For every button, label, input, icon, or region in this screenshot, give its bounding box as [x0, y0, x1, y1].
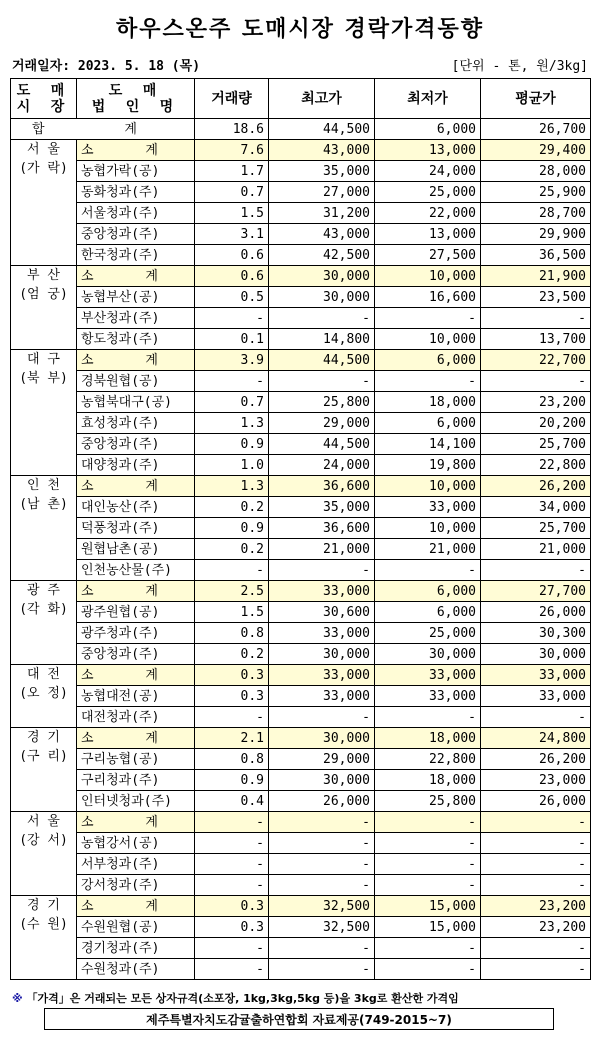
subtotal-label: 소 계	[77, 350, 195, 371]
subtotal-row	[11, 581, 591, 602]
avg-price-cell: 23,000	[481, 770, 591, 791]
company-name: 인터넷청과(주)	[77, 791, 195, 812]
company-name: 농협강서(공)	[77, 833, 195, 854]
company-name: 중앙청과(주)	[77, 434, 195, 455]
header-volume: 거래량	[195, 79, 269, 119]
subtotal-row	[11, 140, 591, 161]
subtotal-volume: 0.3	[195, 896, 269, 917]
volume-cell: -	[195, 833, 269, 854]
min-price-cell: 15,000	[375, 917, 481, 938]
avg-price-cell: -	[481, 959, 591, 980]
volume-cell: -	[195, 308, 269, 329]
min-price-cell: -	[375, 959, 481, 980]
subtotal-min: 33,000	[375, 665, 481, 686]
market-name: 서 울 (가 락)	[11, 140, 77, 266]
total-row	[11, 119, 591, 140]
min-price-cell: 33,000	[375, 686, 481, 707]
avg-price-cell: 26,000	[481, 791, 591, 812]
volume-cell: 0.2	[195, 497, 269, 518]
max-price-cell: 30,000	[269, 644, 375, 665]
volume-cell: -	[195, 371, 269, 392]
volume-cell: 0.7	[195, 182, 269, 203]
company-row	[11, 707, 591, 728]
subtotal-volume: 7.6	[195, 140, 269, 161]
footnote-text: 「가격」은 거래되는 모든 상자규격(소포장, 1kg,3kg,5kg 등)을 3kg로 환산한 가격임	[26, 992, 459, 1005]
market-name: 광 주 (각 화)	[11, 581, 77, 665]
max-price-cell: -	[269, 833, 375, 854]
market-name: 경 기 (구 리)	[11, 728, 77, 812]
header-min: 최저가	[375, 79, 481, 119]
company-name: 강서청과(주)	[77, 875, 195, 896]
subtotal-volume: 2.5	[195, 581, 269, 602]
subtotal-min: 15,000	[375, 896, 481, 917]
company-name: 구리청과(주)	[77, 770, 195, 791]
subtotal-label: 소 계	[77, 728, 195, 749]
avg-price-cell: -	[481, 308, 591, 329]
min-price-cell: 25,000	[375, 623, 481, 644]
company-name: 농협북대구(공)	[77, 392, 195, 413]
max-price-cell: 26,000	[269, 791, 375, 812]
company-name: 수원청과(주)	[77, 959, 195, 980]
volume-cell: -	[195, 707, 269, 728]
market-name: 대 전 (오 정)	[11, 665, 77, 728]
header-row	[11, 79, 591, 119]
subtotal-max: 30,000	[269, 266, 375, 287]
total-label: 합 계	[11, 119, 195, 140]
max-price-cell: 32,500	[269, 917, 375, 938]
company-name: 원협남촌(공)	[77, 539, 195, 560]
min-price-cell: -	[375, 371, 481, 392]
max-price-cell: 31,200	[269, 203, 375, 224]
min-price-cell: -	[375, 938, 481, 959]
volume-cell: 0.8	[195, 749, 269, 770]
header-max: 최고가	[269, 79, 375, 119]
company-name: 항도청과(주)	[77, 329, 195, 350]
min-price-cell: 22,800	[375, 749, 481, 770]
footnote	[12, 990, 459, 1006]
company-row	[11, 560, 591, 581]
avg-price-cell: 23,500	[481, 287, 591, 308]
volume-cell: -	[195, 854, 269, 875]
company-row	[11, 644, 591, 665]
subtotal-avg: 27,700	[481, 581, 591, 602]
company-name: 경기청과(주)	[77, 938, 195, 959]
company-name: 농협대전(공)	[77, 686, 195, 707]
company-name: 인천농산물(주)	[77, 560, 195, 581]
company-row	[11, 518, 591, 539]
company-name: 대인농산(주)	[77, 497, 195, 518]
subtotal-min: 13,000	[375, 140, 481, 161]
volume-cell: 0.6	[195, 245, 269, 266]
max-price-cell: 30,000	[269, 770, 375, 791]
avg-price-cell: 36,500	[481, 245, 591, 266]
subtotal-row	[11, 476, 591, 497]
subtotal-avg: 23,200	[481, 896, 591, 917]
market-name: 경 기 (수 원)	[11, 896, 77, 980]
volume-cell: 3.1	[195, 224, 269, 245]
max-price-cell: -	[269, 854, 375, 875]
subtotal-avg: 21,900	[481, 266, 591, 287]
subtotal-max: 30,000	[269, 728, 375, 749]
subtotal-label: 소 계	[77, 140, 195, 161]
volume-cell: 1.5	[195, 602, 269, 623]
volume-cell: -	[195, 938, 269, 959]
market-name: 대 구 (북 부)	[11, 350, 77, 476]
avg-price-cell: 26,000	[481, 602, 591, 623]
company-name: 광주청과(주)	[77, 623, 195, 644]
volume-cell: 0.1	[195, 329, 269, 350]
unit-label: [단위 - 톤, 원/3kg]	[451, 59, 588, 74]
header-market: 도 매 시 장	[11, 79, 77, 119]
max-price-cell: 24,000	[269, 455, 375, 476]
company-name: 한국청과(주)	[77, 245, 195, 266]
subtotal-avg: -	[481, 812, 591, 833]
subtotal-max: -	[269, 812, 375, 833]
avg-price-cell: -	[481, 560, 591, 581]
min-price-cell: 16,600	[375, 287, 481, 308]
max-price-cell: -	[269, 938, 375, 959]
company-row	[11, 770, 591, 791]
company-row	[11, 623, 591, 644]
subtotal-avg: 29,400	[481, 140, 591, 161]
company-row	[11, 161, 591, 182]
company-name: 부산청과(주)	[77, 308, 195, 329]
avg-price-cell: 29,900	[481, 224, 591, 245]
min-price-cell: 25,800	[375, 791, 481, 812]
volume-cell: 0.3	[195, 917, 269, 938]
subtotal-row	[11, 665, 591, 686]
volume-cell: 1.7	[195, 161, 269, 182]
max-price-cell: 35,000	[269, 497, 375, 518]
subtotal-min: -	[375, 812, 481, 833]
volume-cell: 0.7	[195, 392, 269, 413]
company-name: 동화청과(주)	[77, 182, 195, 203]
avg-price-cell: 20,200	[481, 413, 591, 434]
min-price-cell: 18,000	[375, 770, 481, 791]
volume-cell: 0.9	[195, 518, 269, 539]
subtotal-max: 36,600	[269, 476, 375, 497]
avg-price-cell: -	[481, 833, 591, 854]
subtotal-max: 33,000	[269, 665, 375, 686]
market-name: 부 산 (엄 궁)	[11, 266, 77, 350]
min-price-cell: 10,000	[375, 518, 481, 539]
company-row	[11, 392, 591, 413]
min-price-cell: 6,000	[375, 413, 481, 434]
max-price-cell: 33,000	[269, 686, 375, 707]
volume-cell: 1.0	[195, 455, 269, 476]
subtotal-row	[11, 266, 591, 287]
company-name: 서울청과(주)	[77, 203, 195, 224]
min-price-cell: 30,000	[375, 644, 481, 665]
company-row	[11, 224, 591, 245]
subtotal-min: 10,000	[375, 266, 481, 287]
company-row	[11, 434, 591, 455]
company-row	[11, 455, 591, 476]
min-price-cell: 18,000	[375, 392, 481, 413]
subtotal-avg: 24,800	[481, 728, 591, 749]
trade-date: 거래일자: 2023. 5. 18 (목)	[12, 59, 201, 74]
min-price-cell: -	[375, 854, 481, 875]
company-row	[11, 329, 591, 350]
company-row	[11, 371, 591, 392]
avg-price-cell: 25,700	[481, 434, 591, 455]
max-price-cell: -	[269, 308, 375, 329]
max-price-cell: 42,500	[269, 245, 375, 266]
min-price-cell: 21,000	[375, 539, 481, 560]
subtotal-label: 소 계	[77, 581, 195, 602]
volume-cell: 1.5	[195, 203, 269, 224]
subtotal-min: 18,000	[375, 728, 481, 749]
max-price-cell: -	[269, 875, 375, 896]
max-price-cell: 43,000	[269, 224, 375, 245]
subtotal-label: 소 계	[77, 896, 195, 917]
min-price-cell: 22,000	[375, 203, 481, 224]
company-row	[11, 749, 591, 770]
max-price-cell: 30,000	[269, 287, 375, 308]
subtotal-row	[11, 728, 591, 749]
max-price-cell: -	[269, 707, 375, 728]
company-row	[11, 602, 591, 623]
price-table	[10, 78, 591, 980]
subtotal-volume: 0.3	[195, 665, 269, 686]
market-name: 서 울 (강 서)	[11, 812, 77, 896]
subtotal-max: 33,000	[269, 581, 375, 602]
company-row	[11, 833, 591, 854]
avg-price-cell: 30,300	[481, 623, 591, 644]
total-volume: 18.6	[195, 119, 269, 140]
market-name: 인 천 (남 촌)	[11, 476, 77, 581]
min-price-cell: -	[375, 560, 481, 581]
subtotal-max: 44,500	[269, 350, 375, 371]
avg-price-cell: 25,700	[481, 518, 591, 539]
min-price-cell: 24,000	[375, 161, 481, 182]
max-price-cell: -	[269, 560, 375, 581]
avg-price-cell: -	[481, 938, 591, 959]
max-price-cell: 33,000	[269, 623, 375, 644]
subtotal-label: 소 계	[77, 476, 195, 497]
company-name: 효성청과(주)	[77, 413, 195, 434]
min-price-cell: -	[375, 707, 481, 728]
max-price-cell: 25,800	[269, 392, 375, 413]
company-row	[11, 875, 591, 896]
company-row	[11, 182, 591, 203]
avg-price-cell: 13,700	[481, 329, 591, 350]
company-row	[11, 959, 591, 980]
avg-price-cell: 33,000	[481, 686, 591, 707]
subtotal-label: 소 계	[77, 665, 195, 686]
min-price-cell: 33,000	[375, 497, 481, 518]
company-name: 농협부산(공)	[77, 287, 195, 308]
volume-cell: 1.3	[195, 413, 269, 434]
subtotal-volume: 2.1	[195, 728, 269, 749]
company-name: 중앙청과(주)	[77, 224, 195, 245]
max-price-cell: 21,000	[269, 539, 375, 560]
subtotal-max: 43,000	[269, 140, 375, 161]
total-avg: 26,700	[481, 119, 591, 140]
page-title: 하우스온주 도매시장 경락가격동향	[115, 17, 485, 42]
subtotal-row	[11, 812, 591, 833]
avg-price-cell: 28,700	[481, 203, 591, 224]
volume-cell: 0.2	[195, 539, 269, 560]
avg-price-cell: 30,000	[481, 644, 591, 665]
max-price-cell: 36,600	[269, 518, 375, 539]
company-row	[11, 917, 591, 938]
min-price-cell: -	[375, 875, 481, 896]
min-price-cell: 25,000	[375, 182, 481, 203]
avg-price-cell: 21,000	[481, 539, 591, 560]
subtotal-avg: 26,200	[481, 476, 591, 497]
min-price-cell: -	[375, 308, 481, 329]
subtotal-label: 소 계	[77, 812, 195, 833]
subtotal-volume: 3.9	[195, 350, 269, 371]
subtotal-min: 6,000	[375, 350, 481, 371]
min-price-cell: 14,100	[375, 434, 481, 455]
company-row	[11, 938, 591, 959]
subtotal-volume: 1.3	[195, 476, 269, 497]
subtotal-volume: -	[195, 812, 269, 833]
header-avg: 평균가	[481, 79, 591, 119]
volume-cell: 0.5	[195, 287, 269, 308]
max-price-cell: 14,800	[269, 329, 375, 350]
min-price-cell: -	[375, 833, 481, 854]
avg-price-cell: 22,800	[481, 455, 591, 476]
max-price-cell: 44,500	[269, 434, 375, 455]
min-price-cell: 13,000	[375, 224, 481, 245]
max-price-cell: 29,000	[269, 749, 375, 770]
subtotal-min: 6,000	[375, 581, 481, 602]
max-price-cell: 30,600	[269, 602, 375, 623]
avg-price-cell: -	[481, 875, 591, 896]
company-row	[11, 245, 591, 266]
volume-cell: -	[195, 875, 269, 896]
company-name: 서부청과(주)	[77, 854, 195, 875]
subtotal-max: 32,500	[269, 896, 375, 917]
min-price-cell: 19,800	[375, 455, 481, 476]
company-row	[11, 539, 591, 560]
company-row	[11, 287, 591, 308]
header-company: 도 매 법 인 명	[77, 79, 195, 119]
company-row	[11, 791, 591, 812]
subtotal-avg: 33,000	[481, 665, 591, 686]
volume-cell: -	[195, 959, 269, 980]
total-max: 44,500	[269, 119, 375, 140]
company-row	[11, 854, 591, 875]
avg-price-cell: -	[481, 854, 591, 875]
source-box: 제주특별자치도감귤출하연합회 자료제공(749-2015~7)	[44, 1008, 554, 1030]
max-price-cell: 35,000	[269, 161, 375, 182]
avg-price-cell: 25,900	[481, 182, 591, 203]
company-name: 대양청과(주)	[77, 455, 195, 476]
volume-cell: 0.9	[195, 434, 269, 455]
subtotal-row	[11, 896, 591, 917]
company-name: 농협가락(공)	[77, 161, 195, 182]
company-name: 수원원협(공)	[77, 917, 195, 938]
volume-cell: 0.2	[195, 644, 269, 665]
avg-price-cell: 23,200	[481, 917, 591, 938]
avg-price-cell: -	[481, 371, 591, 392]
company-row	[11, 413, 591, 434]
volume-cell: 0.4	[195, 791, 269, 812]
avg-price-cell: 26,200	[481, 749, 591, 770]
min-price-cell: 27,500	[375, 245, 481, 266]
company-name: 구리농협(공)	[77, 749, 195, 770]
company-row	[11, 686, 591, 707]
company-name: 중앙청과(주)	[77, 644, 195, 665]
company-name: 대전청과(주)	[77, 707, 195, 728]
avg-price-cell: 34,000	[481, 497, 591, 518]
company-name: 광주원협(공)	[77, 602, 195, 623]
avg-price-cell: 23,200	[481, 392, 591, 413]
company-row	[11, 308, 591, 329]
volume-cell: -	[195, 560, 269, 581]
subtotal-min: 10,000	[375, 476, 481, 497]
company-row	[11, 203, 591, 224]
max-price-cell: 27,000	[269, 182, 375, 203]
subtotal-row	[11, 350, 591, 371]
max-price-cell: -	[269, 371, 375, 392]
total-min: 6,000	[375, 119, 481, 140]
company-name: 덕풍청과(주)	[77, 518, 195, 539]
volume-cell: 0.8	[195, 623, 269, 644]
volume-cell: 0.9	[195, 770, 269, 791]
avg-price-cell: -	[481, 707, 591, 728]
max-price-cell: 29,000	[269, 413, 375, 434]
subtotal-label: 소 계	[77, 266, 195, 287]
company-name: 경북원협(공)	[77, 371, 195, 392]
max-price-cell: -	[269, 959, 375, 980]
subtotal-avg: 22,700	[481, 350, 591, 371]
min-price-cell: 6,000	[375, 602, 481, 623]
footnote-mark: ※	[12, 992, 23, 1005]
volume-cell: 0.3	[195, 686, 269, 707]
avg-price-cell: 28,000	[481, 161, 591, 182]
subtotal-volume: 0.6	[195, 266, 269, 287]
min-price-cell: 10,000	[375, 329, 481, 350]
company-row	[11, 497, 591, 518]
